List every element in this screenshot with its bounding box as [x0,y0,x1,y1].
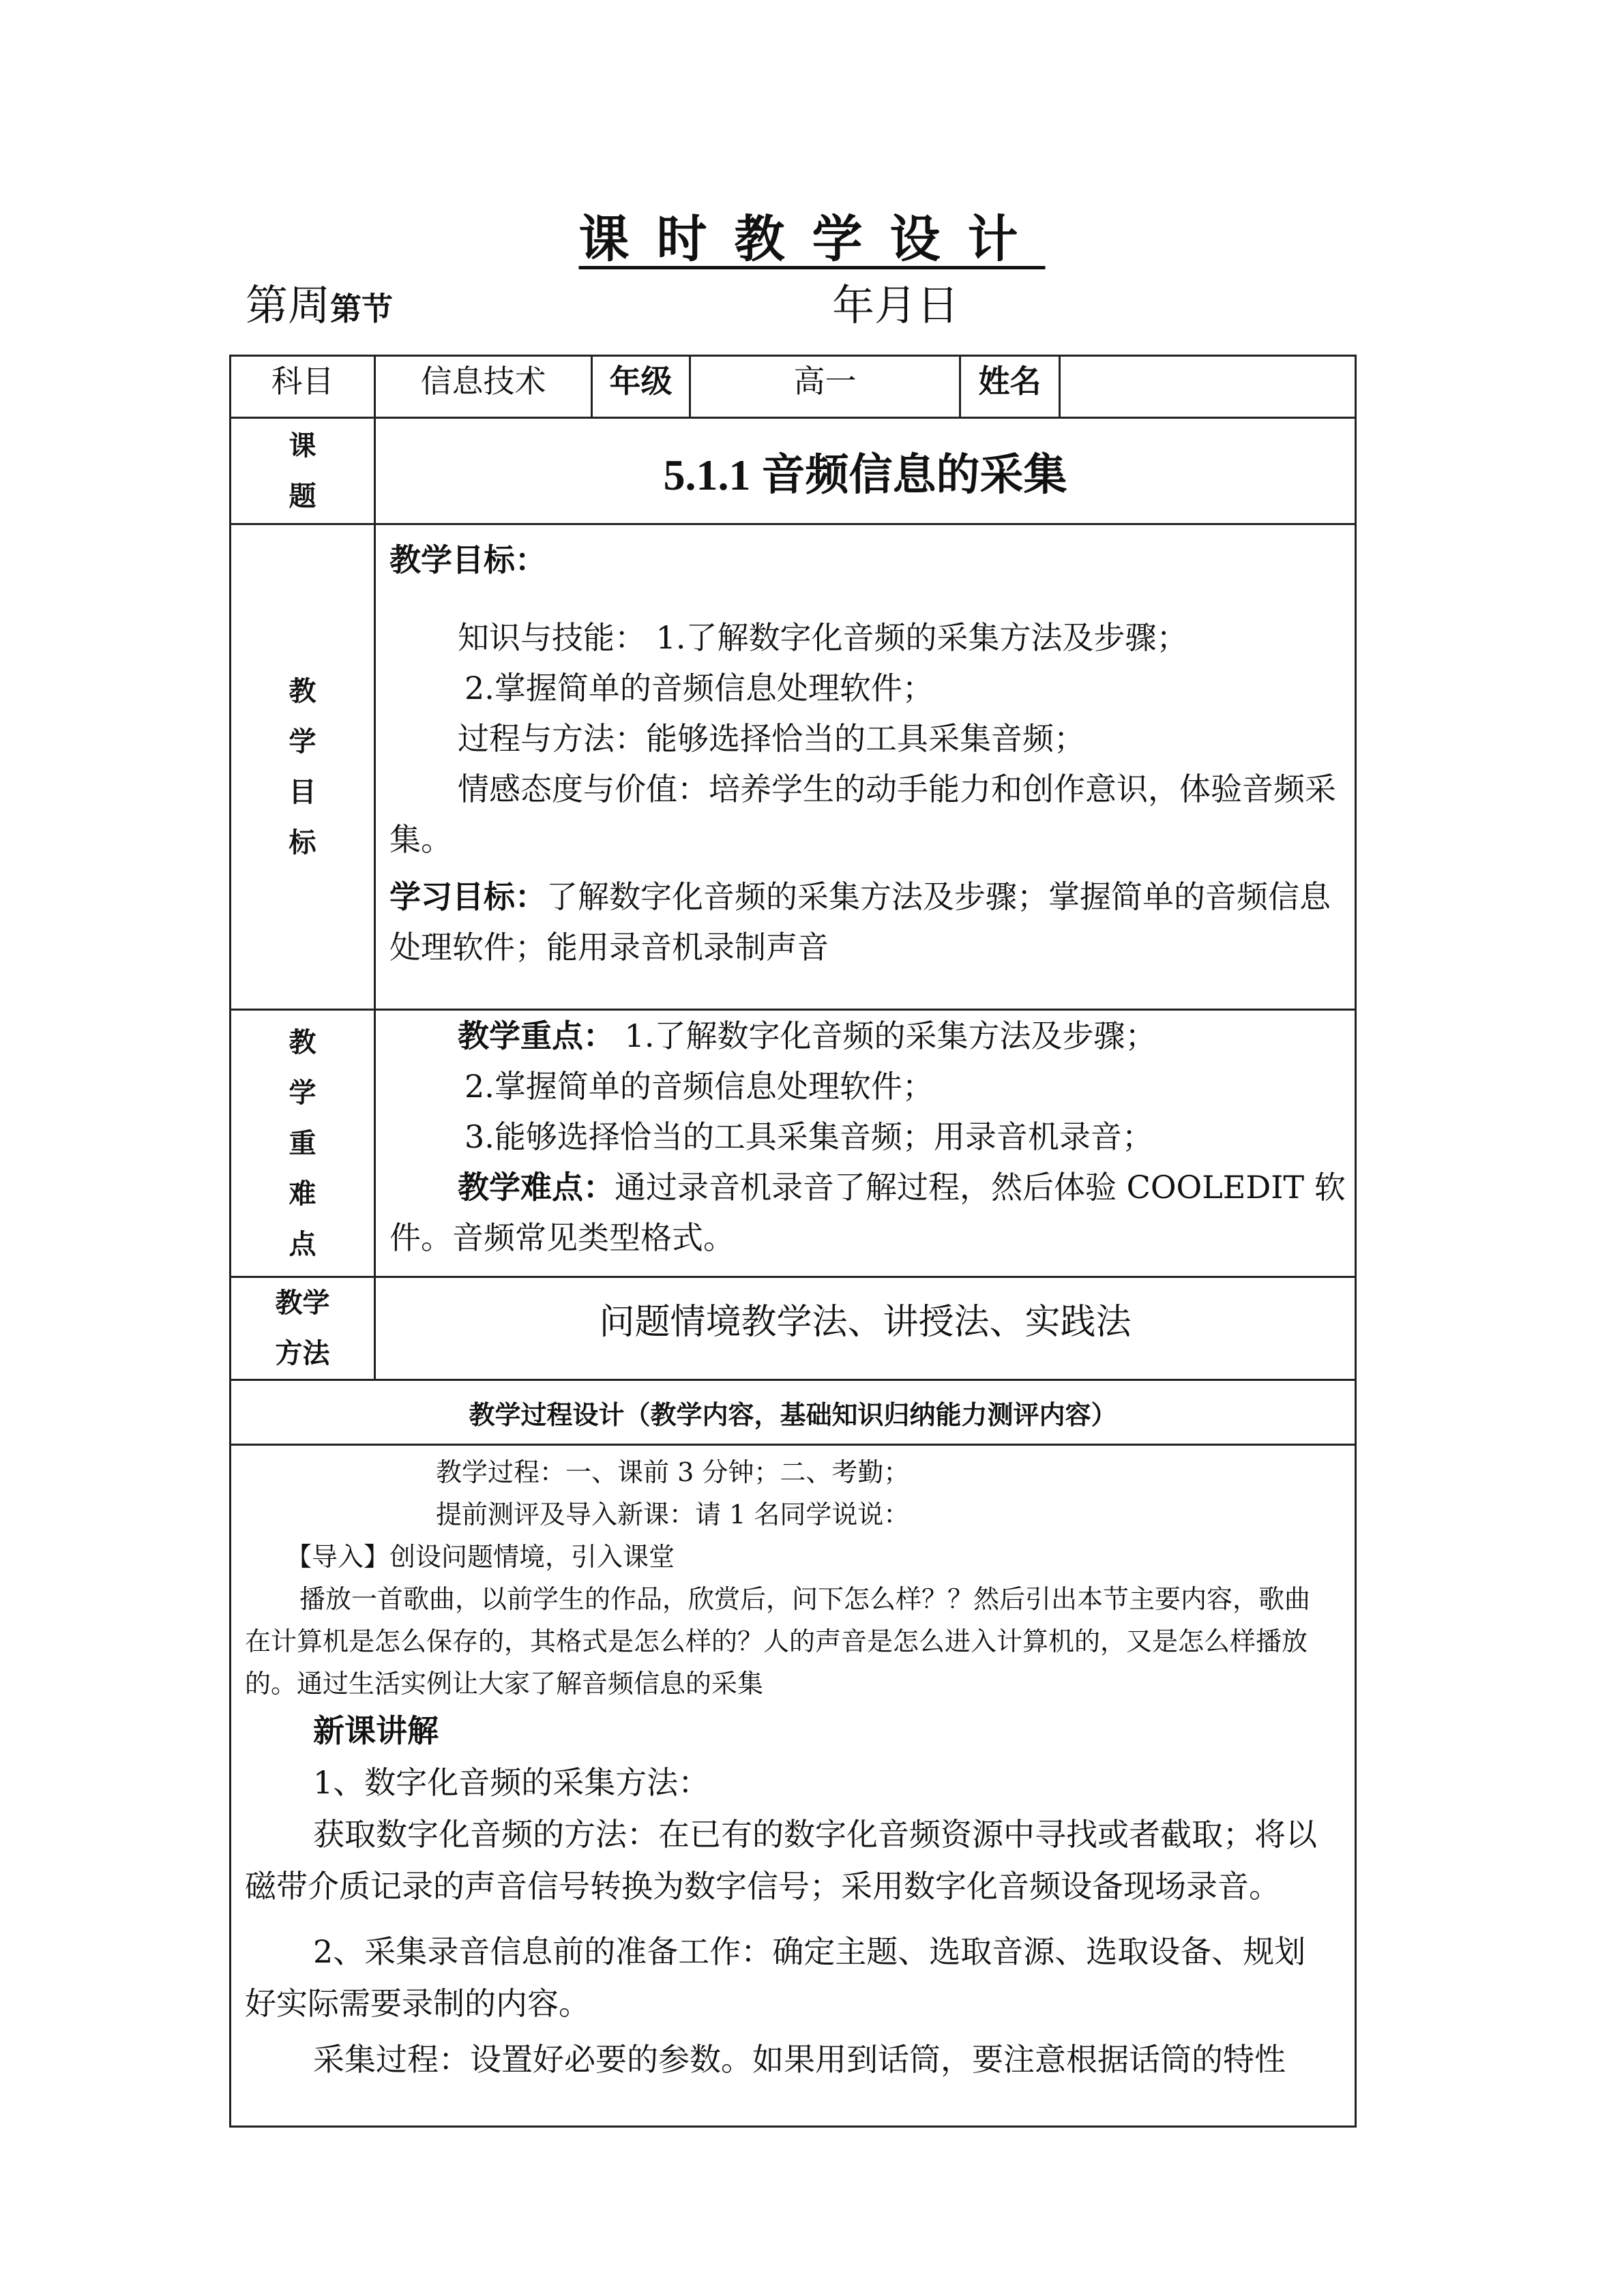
key-line-3: 3.能够选择恰当的工具采集音频；用录音机录音； [464,1118,1153,1155]
topic-value: 5.1.1 音频信息的采集 [375,418,1356,524]
goals-label: 教 学 目 标 [231,524,375,1010]
process-title: 教学过程设计（教学内容，基础知识归纳能力测评内容） [231,1380,1356,1445]
keypoints-label: 教 学 重 难 点 [231,1010,375,1277]
difficulty-label: 教学难点： [458,1169,615,1206]
keypoints-row [231,1010,1356,1277]
goal-line-1: 知识与技能： 1.了解数字化音频的采集方法及步骤； [458,619,1188,656]
week-prefix: 第周 [246,280,331,330]
section-1-text: 获取数字化音频的方法：在已有的数字化音频资源中寻找或者截取；将以磁带介质记录的声音信号转换为数字信号；采用数字化音频设备现场录音。 [245,1816,1317,1905]
method-value: 问题情境教学法、讲授法、实践法 [375,1277,1356,1380]
topic-label: 课 题 [231,418,375,524]
method-row [231,1277,1356,1380]
process-line-4: 播放一首歌曲，以前学生的作品，欣赏后，问下怎么样？？然后引出本节主要内容，歌曲在计算机是怎么保存的，其格式是怎么样的？人的声音是怎么进入计算机的，又是怎么样播放的。通过生活实例让大家了解音频信息的采集 [245,1584,1311,1699]
goals-heading: 教学目标： [389,541,546,578]
section-3-text: 采集过程：设置好必要的参数。如果用到话筒，要注意根据话筒的特性 [313,2041,1286,2078]
key-line-1: 1.了解数字化音频的采集方法及步骤； [615,1017,1157,1054]
page-title: 课时教学设计 [578,210,1046,269]
study-goal-label: 学习目标： [389,878,546,915]
key-label: 教学重点： [458,1017,615,1054]
keypoints-content [375,1010,1356,1277]
goal-line-4: 情感态度与价值：培养学生的动手能力和创作意识，体验音频采集。 [389,771,1336,858]
grade-value: 高一 [690,356,960,418]
process-line-2: 提前测评及导入新课：请 1 名同学说说： [436,1500,910,1530]
subject-value: 信息技术 [375,356,592,418]
goals-content [375,524,1356,1010]
name-value [1060,356,1356,418]
subject-label: 科目 [231,356,375,418]
name-label: 姓名 [960,356,1060,418]
process-line-3: 【导入】创设问题情境，引入课堂 [286,1542,675,1572]
process-row [231,1445,1356,2127]
week-line [246,271,393,332]
new-lesson-heading: 新课讲解 [313,1712,439,1749]
date-line: 年月日 [832,280,960,330]
difficulty-text: 通过录音机录音了解过程，然后体验 COOLEDIT 软件。音频常见类型格式。 [389,1169,1346,1256]
week-suffix: 第节 [330,290,394,327]
key-line-2: 2.掌握简单的音频信息处理软件； [464,1068,934,1105]
goal-line-3: 过程与方法：能够选择恰当的工具采集音频； [458,720,1085,757]
method-label: 教学 方法 [231,1277,375,1380]
goal-line-2: 2.掌握简单的音频信息处理软件； [464,670,934,706]
process-line-1: 教学过程：一、课前 3 分钟；二、考勤； [436,1457,910,1487]
study-goal-text: 了解数字化音频的采集方法及步骤；掌握简单的音频信息处理软件；能用录音机录制声音 [389,878,1331,966]
process-title-row [231,1380,1356,1445]
info-row [231,356,1356,418]
lesson-plan-table [229,355,1357,2128]
section-2-text: 2、采集录音信息前的准备工作：确定主题、选取音源、选取设备、规划好实际需要录制的内容。 [245,1933,1306,2022]
process-content [231,1445,1356,2127]
goals-row [231,524,1356,1010]
grade-label: 年级 [592,356,690,418]
topic-row [231,418,1356,524]
section-1-heading: 1、数字化音频的采集方法： [313,1764,710,1801]
